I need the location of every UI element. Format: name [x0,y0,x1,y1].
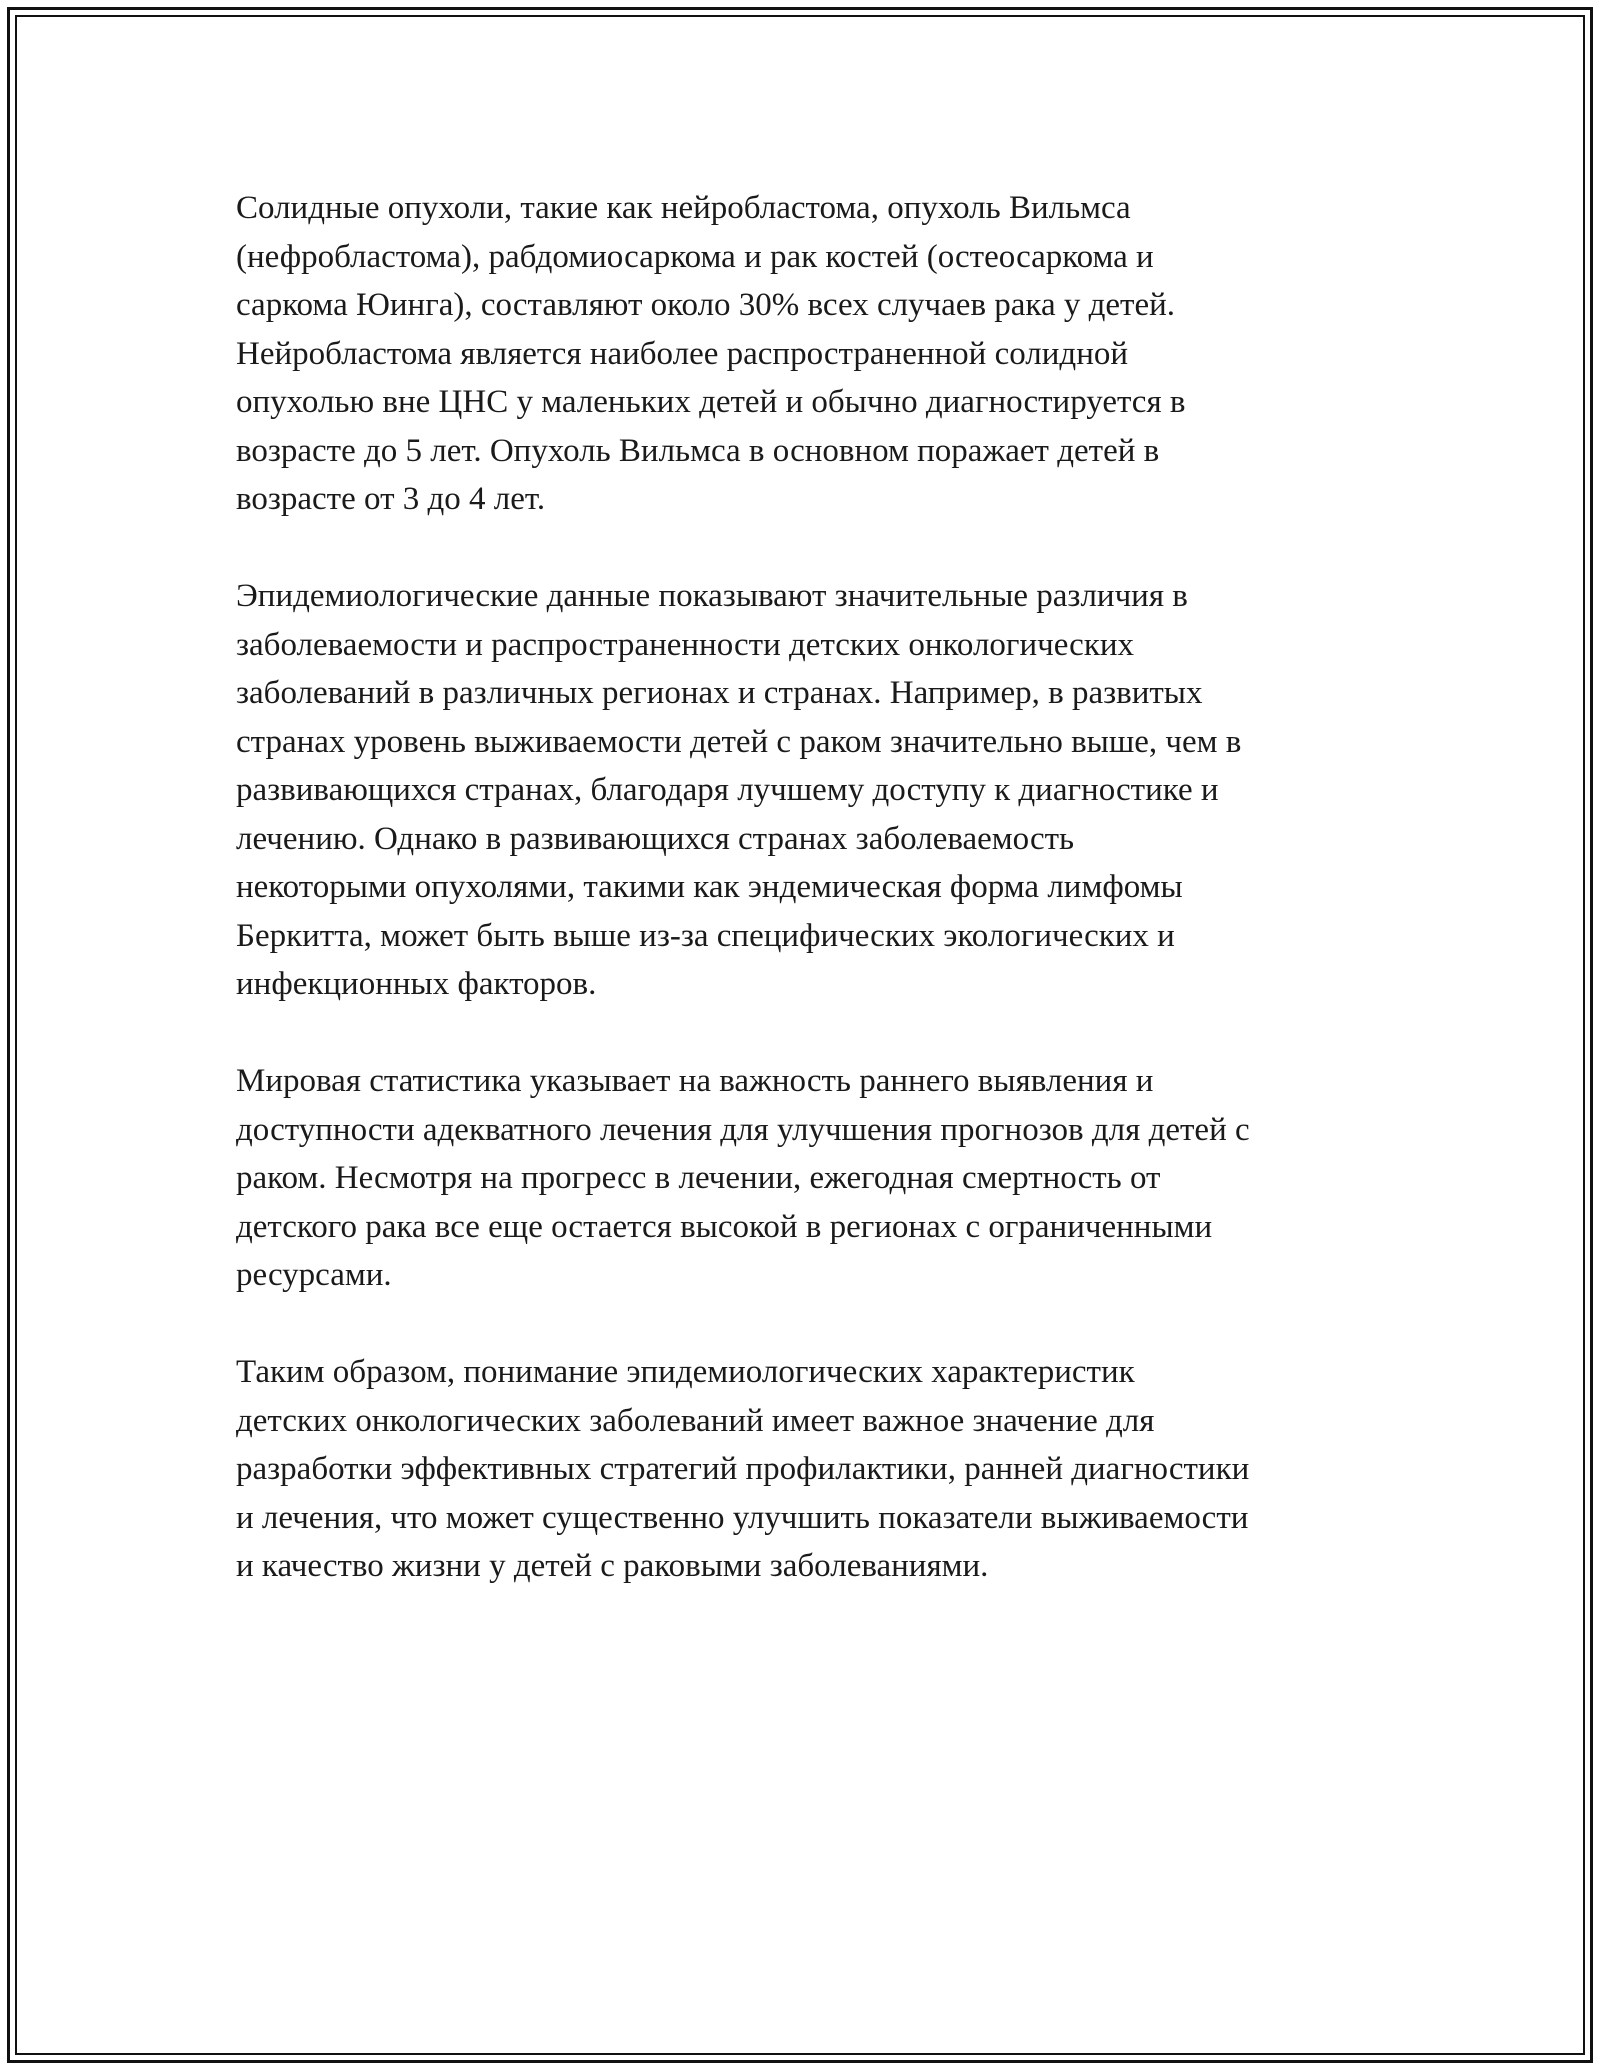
text-line: и лечения, что может существенно улучшить показатели выживаемости [236,1499,1249,1536]
text-line: детских онкологических заболеваний имеет важное значение для [236,1402,1155,1439]
text-line: Таким образом, понимание эпидемиологических характеристик [236,1354,1135,1390]
text-line: Нейробластома является наиболее распространенной солидной [236,335,1129,372]
text-line: возрасте до 5 лет. Опухоль Вильмса в основном поражает детей в [236,432,1160,469]
text-line: Мировая статистика указывает на важность раннего выявления и [236,1063,1154,1099]
document-body [236,184,1376,1639]
text-line: (нефробластома), рабдомиосаркома и рак костей (остеосаркома и [236,238,1154,275]
text-line: развивающихся странах, благодаря лучшему доступу к диагностике и [236,772,1219,808]
text-line: ресурсами. [236,1257,392,1293]
text-line: детского рака все еще остается высокой в регионах с ограниченными [236,1208,1213,1245]
text-line: Эпидемиологические данные показывают значительные различия в [236,578,1188,614]
text-line: возрасте от 3 до 4 лет. [236,481,546,517]
paragraph-world-statistics [236,1057,1376,1300]
text-line: опухолью вне ЦНС у маленьких детей и обычно диагностируется в [236,384,1186,420]
text-line: доступности адекватного лечения для улучшения прогнозов для детей с [236,1111,1250,1148]
paragraph-solid-tumors [236,184,1376,524]
text-line: заболеваемости и распространенности детских онкологических [236,626,1135,663]
text-line: разработки эффективных стратегий профилактики, ранней диагностики [236,1451,1250,1487]
paragraph-epidemiology [236,572,1376,1009]
text-line: Солидные опухоли, такие как нейробластома, опухоль Вильмса [236,190,1131,226]
paragraph-conclusion [236,1348,1376,1591]
text-line: раком. Несмотря на прогресс в лечении, ежегодная смертность от [236,1160,1161,1196]
text-line: инфекционных факторов. [236,966,597,1002]
text-line: саркома Юинга), составляют около 30% всех случаев рака у детей. [236,287,1176,323]
text-line: странах уровень выживаемости детей с раком значительно выше, чем в [236,723,1242,760]
text-line: некоторыми опухолями, такими как эндемическая форма лимфомы [236,869,1183,905]
text-line: Беркитта, может быть выше из-за специфических экологических и [236,917,1175,954]
text-line: заболеваний в различных регионах и странах. Например, в развитых [236,675,1203,711]
text-line: и качество жизни у детей с раковыми заболеваниями. [236,1548,989,1584]
text-line: лечению. Однако в развивающихся странах заболеваемость [236,820,1075,857]
